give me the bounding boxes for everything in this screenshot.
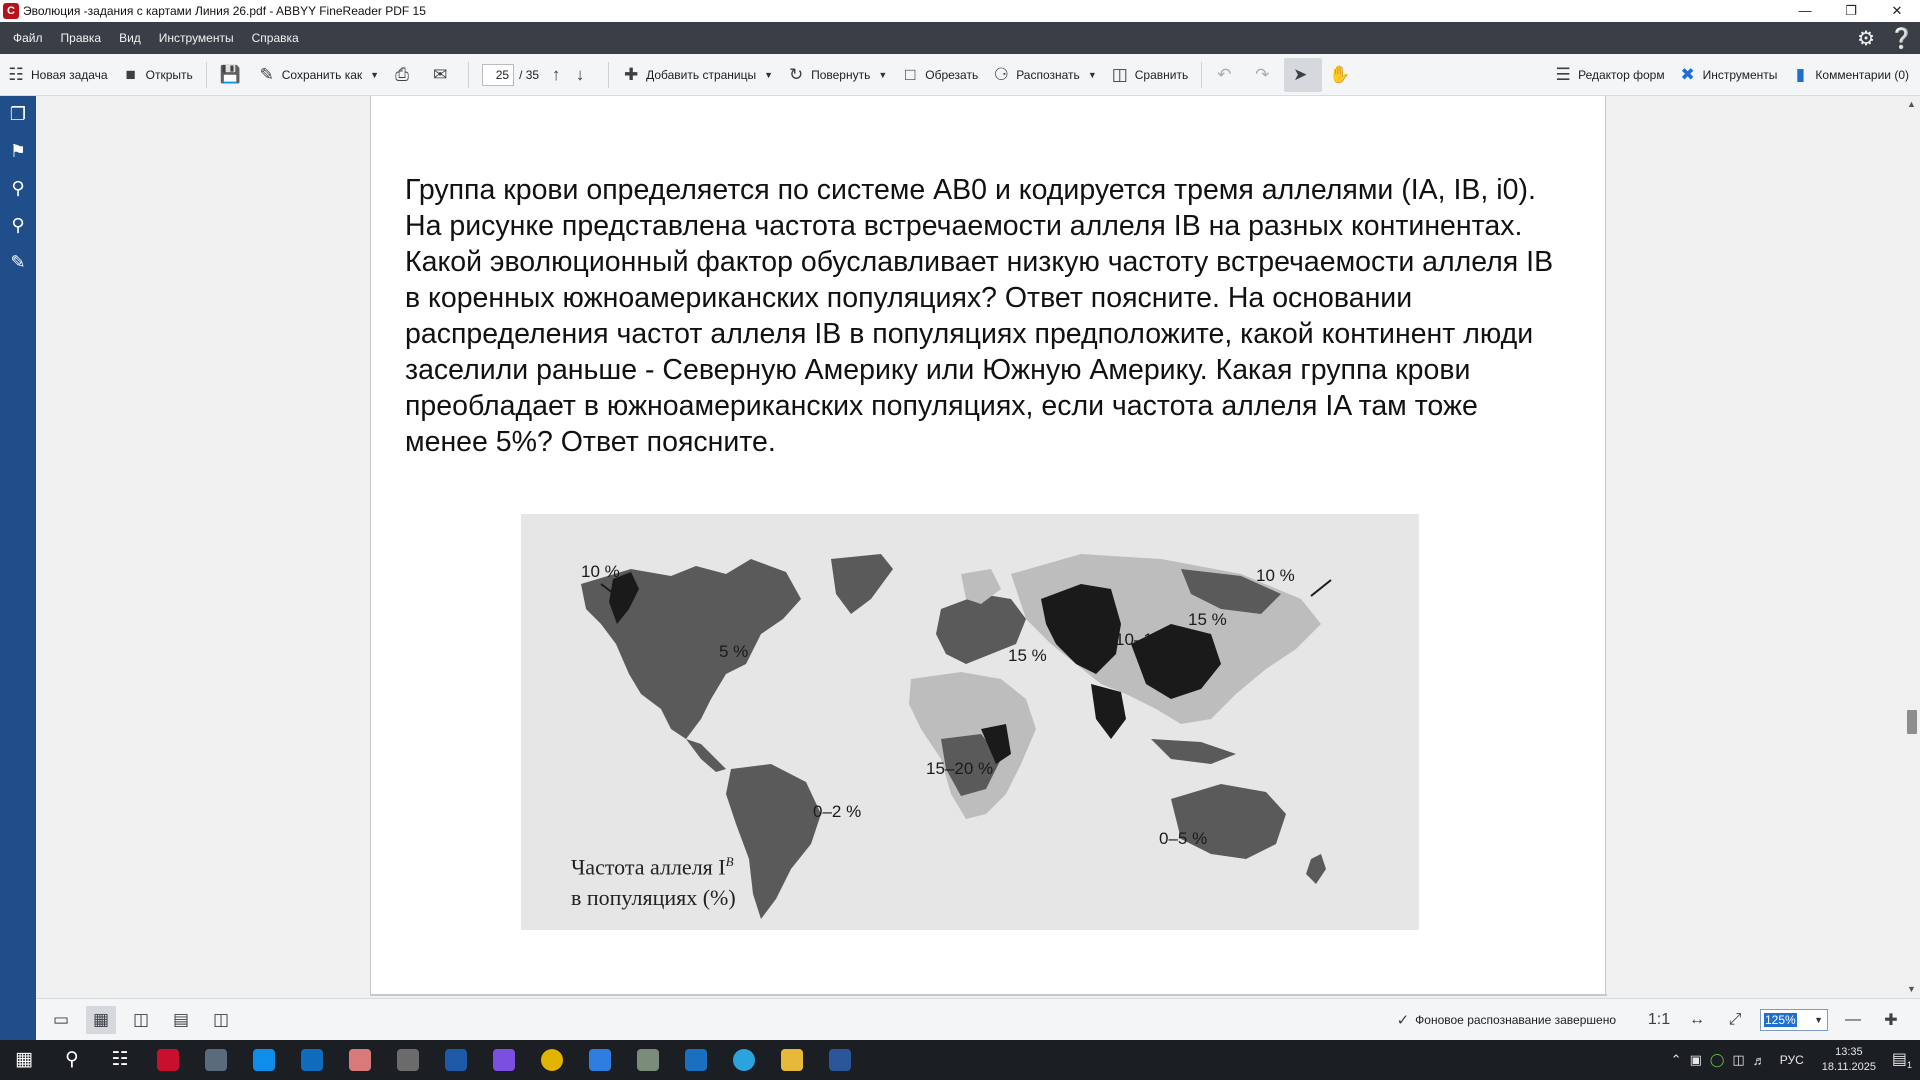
arrow-up-icon[interactable]: ↑ bbox=[551, 64, 561, 84]
compare-icon: ◫ bbox=[1111, 64, 1128, 84]
page-total: / 35 bbox=[519, 67, 540, 82]
search-icon[interactable]: ⚲ bbox=[65, 1049, 79, 1070]
hand-tool-button[interactable] bbox=[1322, 58, 1360, 92]
outlook-icon bbox=[301, 1049, 323, 1071]
zoom-in-icon[interactable]: ✚ bbox=[1884, 1012, 1898, 1029]
recognition-status-text: Фоновое распознавание завершено bbox=[1415, 1013, 1616, 1027]
rotate-label: Повернуть bbox=[811, 67, 871, 82]
taskbar-app-12[interactable] bbox=[672, 1040, 720, 1080]
single-page-view-icon[interactable]: ▭ bbox=[52, 1010, 70, 1029]
add-page-icon: ✚ bbox=[623, 64, 639, 84]
taskbar-app-7[interactable] bbox=[432, 1040, 480, 1080]
hand-icon: ✋ bbox=[1329, 64, 1351, 84]
redo-icon: ↷ bbox=[1255, 64, 1270, 84]
rotate-icon: ↻ bbox=[788, 64, 804, 84]
compare-button[interactable] bbox=[1104, 58, 1195, 92]
page-boundary bbox=[371, 994, 1607, 996]
gear-icon[interactable]: ⚙ bbox=[1857, 27, 1876, 50]
tools-icon: ✖ bbox=[1680, 64, 1695, 84]
teamviewer-icon bbox=[253, 1049, 275, 1071]
form-editor-button[interactable] bbox=[1547, 58, 1671, 92]
map-label-east-siberia: 15 % bbox=[1188, 610, 1227, 629]
taskbar-app-5[interactable] bbox=[336, 1040, 384, 1080]
rotate-button[interactable] bbox=[780, 58, 894, 92]
clock[interactable] bbox=[1822, 1045, 1876, 1075]
taskbar-teamviewer[interactable] bbox=[240, 1040, 288, 1080]
map-label-south-america: 0–2 % bbox=[813, 802, 862, 821]
recognize-button[interactable] bbox=[985, 58, 1104, 92]
view-mode-buttons bbox=[46, 999, 236, 1041]
recognition-status bbox=[1397, 1011, 1616, 1029]
tools-label: Инструменты bbox=[1702, 67, 1778, 82]
menu-bar bbox=[0, 22, 1920, 54]
taskbar-word[interactable] bbox=[816, 1040, 864, 1080]
app-icon bbox=[349, 1049, 371, 1071]
calculator-icon bbox=[397, 1049, 419, 1071]
tray-app-icon[interactable]: ▣ bbox=[1689, 1052, 1702, 1067]
pages-icon[interactable]: ❐ bbox=[9, 104, 27, 124]
map-india bbox=[1091, 684, 1126, 739]
comments-label: Комментарии (0) bbox=[1815, 67, 1909, 82]
open-label: Открыть bbox=[145, 67, 193, 82]
map-caption bbox=[571, 846, 736, 913]
save-as-button[interactable] bbox=[251, 58, 386, 92]
taskbar-explorer[interactable] bbox=[768, 1040, 816, 1080]
pdf-page bbox=[370, 96, 1606, 996]
save-as-icon: ✎ bbox=[259, 64, 274, 84]
shield-icon[interactable]: ◯ bbox=[1709, 1052, 1725, 1067]
scroll-down-icon[interactable]: ▼ bbox=[1907, 984, 1916, 994]
close-button[interactable]: ✕ bbox=[1891, 3, 1903, 18]
scrollbar-thumb[interactable] bbox=[1907, 710, 1917, 734]
continuous-view-icon[interactable]: ▦ bbox=[86, 1006, 116, 1034]
zoom-out-icon[interactable]: — bbox=[1845, 1011, 1861, 1028]
app-icon bbox=[589, 1049, 611, 1071]
notification-count: 1 bbox=[1907, 1060, 1913, 1071]
attachment-icon[interactable]: ⚲ bbox=[11, 215, 25, 235]
chevron-down-icon[interactable]: ▼ bbox=[370, 69, 380, 80]
menu-tools[interactable]: Инструменты bbox=[158, 31, 234, 45]
taskbar-app-10[interactable] bbox=[576, 1040, 624, 1080]
folder-icon: ■ bbox=[125, 64, 136, 84]
tools-button[interactable] bbox=[1672, 58, 1785, 92]
taskbar-calculator[interactable] bbox=[384, 1040, 432, 1080]
fit-width-icon[interactable]: ↔ bbox=[1689, 1011, 1705, 1028]
scroll-up-icon[interactable]: ▲ bbox=[1907, 99, 1916, 109]
chevron-down-icon[interactable]: ▼ bbox=[764, 69, 774, 80]
status-bar bbox=[36, 998, 1920, 1040]
taskbar-apps bbox=[0, 1040, 864, 1080]
map-label-africa: 15–20 % bbox=[926, 759, 994, 778]
menu-help[interactable]: Справка bbox=[251, 31, 299, 45]
presentation-view-icon[interactable]: ◫ bbox=[212, 1010, 230, 1029]
new-task-button[interactable] bbox=[0, 58, 115, 92]
app-icon bbox=[493, 1049, 515, 1071]
new-task-icon: ☷ bbox=[8, 64, 24, 84]
map-south-america bbox=[726, 764, 821, 919]
pointer-icon: ➤ bbox=[1293, 64, 1308, 84]
redo-button[interactable] bbox=[1246, 58, 1284, 92]
chevron-down-icon[interactable]: ▼ bbox=[1814, 1015, 1823, 1025]
window-controls bbox=[1782, 0, 1920, 22]
actual-size-button[interactable]: 1:1 bbox=[1647, 1011, 1671, 1028]
task-view-icon[interactable]: ☷ bbox=[111, 1049, 129, 1070]
crop-button[interactable] bbox=[894, 58, 985, 92]
map-label-central-asia: 10–15 % bbox=[1115, 630, 1183, 649]
zoom-select[interactable] bbox=[1760, 1009, 1828, 1031]
toolbar-divider bbox=[608, 62, 609, 88]
taskbar-telegram[interactable] bbox=[720, 1040, 768, 1080]
fit-page-icon[interactable]: ⤢ bbox=[1728, 1011, 1742, 1028]
save-button[interactable] bbox=[213, 58, 251, 92]
input-language[interactable]: РУС bbox=[1779, 1053, 1804, 1067]
chevron-down-icon[interactable]: ▼ bbox=[878, 69, 888, 80]
windows-taskbar bbox=[0, 1040, 1920, 1080]
menu-right-icons bbox=[1857, 22, 1914, 54]
restore-button[interactable]: ❐ bbox=[1845, 3, 1857, 18]
map-central-america bbox=[686, 739, 726, 772]
printer-icon: ⎙ bbox=[395, 64, 409, 84]
mail-icon: ✉ bbox=[432, 64, 448, 84]
taskbar-app-2[interactable] bbox=[192, 1040, 240, 1080]
zoom-controls bbox=[1397, 999, 1910, 1041]
map-label-alaska: 10 % bbox=[581, 562, 620, 581]
map-greenland bbox=[831, 554, 893, 614]
vertical-scrollbar[interactable] bbox=[1903, 96, 1920, 998]
chevron-down-icon[interactable]: ▼ bbox=[1087, 69, 1097, 80]
map-caption-line2: в популяциях (%) bbox=[571, 885, 736, 911]
two-page-view-icon[interactable]: ◫ bbox=[132, 1010, 150, 1029]
map-label-europe: 15 % bbox=[1008, 646, 1047, 665]
zoom-value: 125% bbox=[1765, 1013, 1796, 1027]
map-central-asia-dark bbox=[1041, 584, 1121, 674]
save-as-label: Сохранить как bbox=[281, 67, 363, 82]
clock-time: 13:35 bbox=[1835, 1046, 1863, 1058]
save-icon: 💾 bbox=[219, 64, 241, 84]
recognize-icon: ⚆ bbox=[993, 64, 1009, 84]
menu-edit[interactable]: Правка bbox=[60, 31, 102, 45]
bookmark-icon[interactable]: ⚑ bbox=[9, 141, 27, 161]
taskbar-chrome[interactable] bbox=[528, 1040, 576, 1080]
toolbar-divider bbox=[1201, 62, 1202, 88]
chukotka-arrow bbox=[1311, 580, 1331, 596]
map-indonesia bbox=[1151, 739, 1236, 764]
notification-center-icon[interactable]: $▤_1$ bbox=[1891, 1051, 1913, 1071]
map-new-zealand bbox=[1306, 854, 1326, 884]
compare-label: Сравнить bbox=[1134, 67, 1189, 82]
left-panel-rail bbox=[0, 96, 36, 1040]
app-icon bbox=[685, 1049, 707, 1071]
chevron-up-icon[interactable]: ⌃ bbox=[1670, 1052, 1682, 1067]
system-tray bbox=[1667, 1040, 1920, 1080]
print-button[interactable] bbox=[386, 58, 424, 92]
window-title: Эволюция -задания с картами Линия 26.pdf - ABBYY FineReader PDF 15 bbox=[23, 4, 426, 18]
main-toolbar bbox=[0, 54, 1920, 96]
crop-label: Обрезать bbox=[925, 67, 979, 82]
menu-file[interactable]: Файл bbox=[13, 31, 43, 45]
finereader-taskbar-icon bbox=[157, 1049, 179, 1071]
arrow-down-icon[interactable]: ↓ bbox=[575, 64, 585, 84]
app-icon bbox=[445, 1049, 467, 1071]
minimize-button[interactable]: — bbox=[1798, 3, 1812, 18]
add-pages-button[interactable] bbox=[615, 58, 780, 92]
finereader-app-icon: C bbox=[3, 3, 19, 19]
map-label-north-america: 5 % bbox=[719, 642, 749, 661]
telegram-icon bbox=[733, 1049, 755, 1071]
add-pages-label: Добавить страницы bbox=[646, 67, 757, 82]
search-icon[interactable]: ⚲ bbox=[11, 178, 25, 198]
app-icon bbox=[637, 1049, 659, 1071]
app-icon bbox=[205, 1049, 227, 1071]
map-label-chukotka: 10 % bbox=[1256, 566, 1295, 585]
select-tool-button[interactable] bbox=[1284, 58, 1322, 92]
page-navigator bbox=[475, 58, 602, 92]
toolbar-divider bbox=[206, 62, 207, 88]
map-label-australia: 0–5 % bbox=[1159, 829, 1208, 848]
volume-icon[interactable]: ♬ bbox=[1752, 1052, 1766, 1068]
fit-width-view-icon[interactable]: ▤ bbox=[172, 1010, 190, 1029]
folder-icon bbox=[781, 1049, 803, 1071]
taskbar-app-11[interactable] bbox=[624, 1040, 672, 1080]
taskbar-outlook[interactable] bbox=[288, 1040, 336, 1080]
menu-view[interactable]: Вид bbox=[119, 31, 141, 45]
open-button[interactable] bbox=[115, 58, 200, 92]
signature-icon[interactable]: ✎ bbox=[10, 252, 26, 272]
taskbar-app-8[interactable] bbox=[480, 1040, 528, 1080]
undo-icon: ↶ bbox=[1217, 64, 1232, 84]
map-caption-line1: Частота аллеля I bbox=[571, 854, 726, 880]
task-paragraph: Группа крови определяется по системе АВ0 и кодируется тремя аллелями (IA, IB, i0). На рисунке представлена частота встречаемости аллеля IB на разных континентах. Какой эволюционный фактор обуславливает низкую частоту встречаемости аллеля IB в коренных южноамериканских популяциях? Ответ поясните. На основании распределения частот аллеля IB в популяциях предположите, какой континент люди заселили раньше - Северную Америку или Южную Америку. Какая группа крови преобладает в южноамериканских популяциях, если частота аллеля IA там тоже менее 5%? Ответ поясните. bbox=[405, 174, 1554, 458]
world-map-figure bbox=[521, 514, 1419, 930]
map-caption-sup: B bbox=[725, 854, 734, 869]
page-number-input[interactable]: 25 bbox=[482, 64, 514, 86]
taskbar-finereader[interactable] bbox=[144, 1040, 192, 1080]
clock-date: 18.11.2025 bbox=[1821, 1061, 1876, 1073]
word-icon bbox=[829, 1049, 851, 1071]
crop-icon: □ bbox=[905, 64, 916, 84]
form-editor-label: Редактор форм bbox=[1578, 67, 1665, 82]
windows-start-icon[interactable]: ▦ bbox=[15, 1049, 33, 1070]
chrome-icon bbox=[541, 1049, 563, 1071]
comment-icon: ▮ bbox=[1795, 64, 1806, 84]
toolbar-divider bbox=[468, 62, 469, 88]
title-bar bbox=[0, 0, 1920, 22]
comments-button[interactable] bbox=[1784, 58, 1916, 92]
undo-button[interactable] bbox=[1208, 58, 1246, 92]
form-editor-icon: ☰ bbox=[1555, 64, 1571, 84]
recognition-done-icon: ✓ bbox=[1396, 1012, 1410, 1029]
email-button[interactable] bbox=[424, 58, 462, 92]
network-icon[interactable]: ◫ bbox=[1732, 1052, 1745, 1067]
help-icon[interactable]: ❔ bbox=[1889, 27, 1914, 50]
recognize-label: Распознать bbox=[1016, 67, 1080, 82]
new-task-label: Новая задача bbox=[31, 67, 108, 82]
document-viewport[interactable] bbox=[36, 96, 1920, 998]
